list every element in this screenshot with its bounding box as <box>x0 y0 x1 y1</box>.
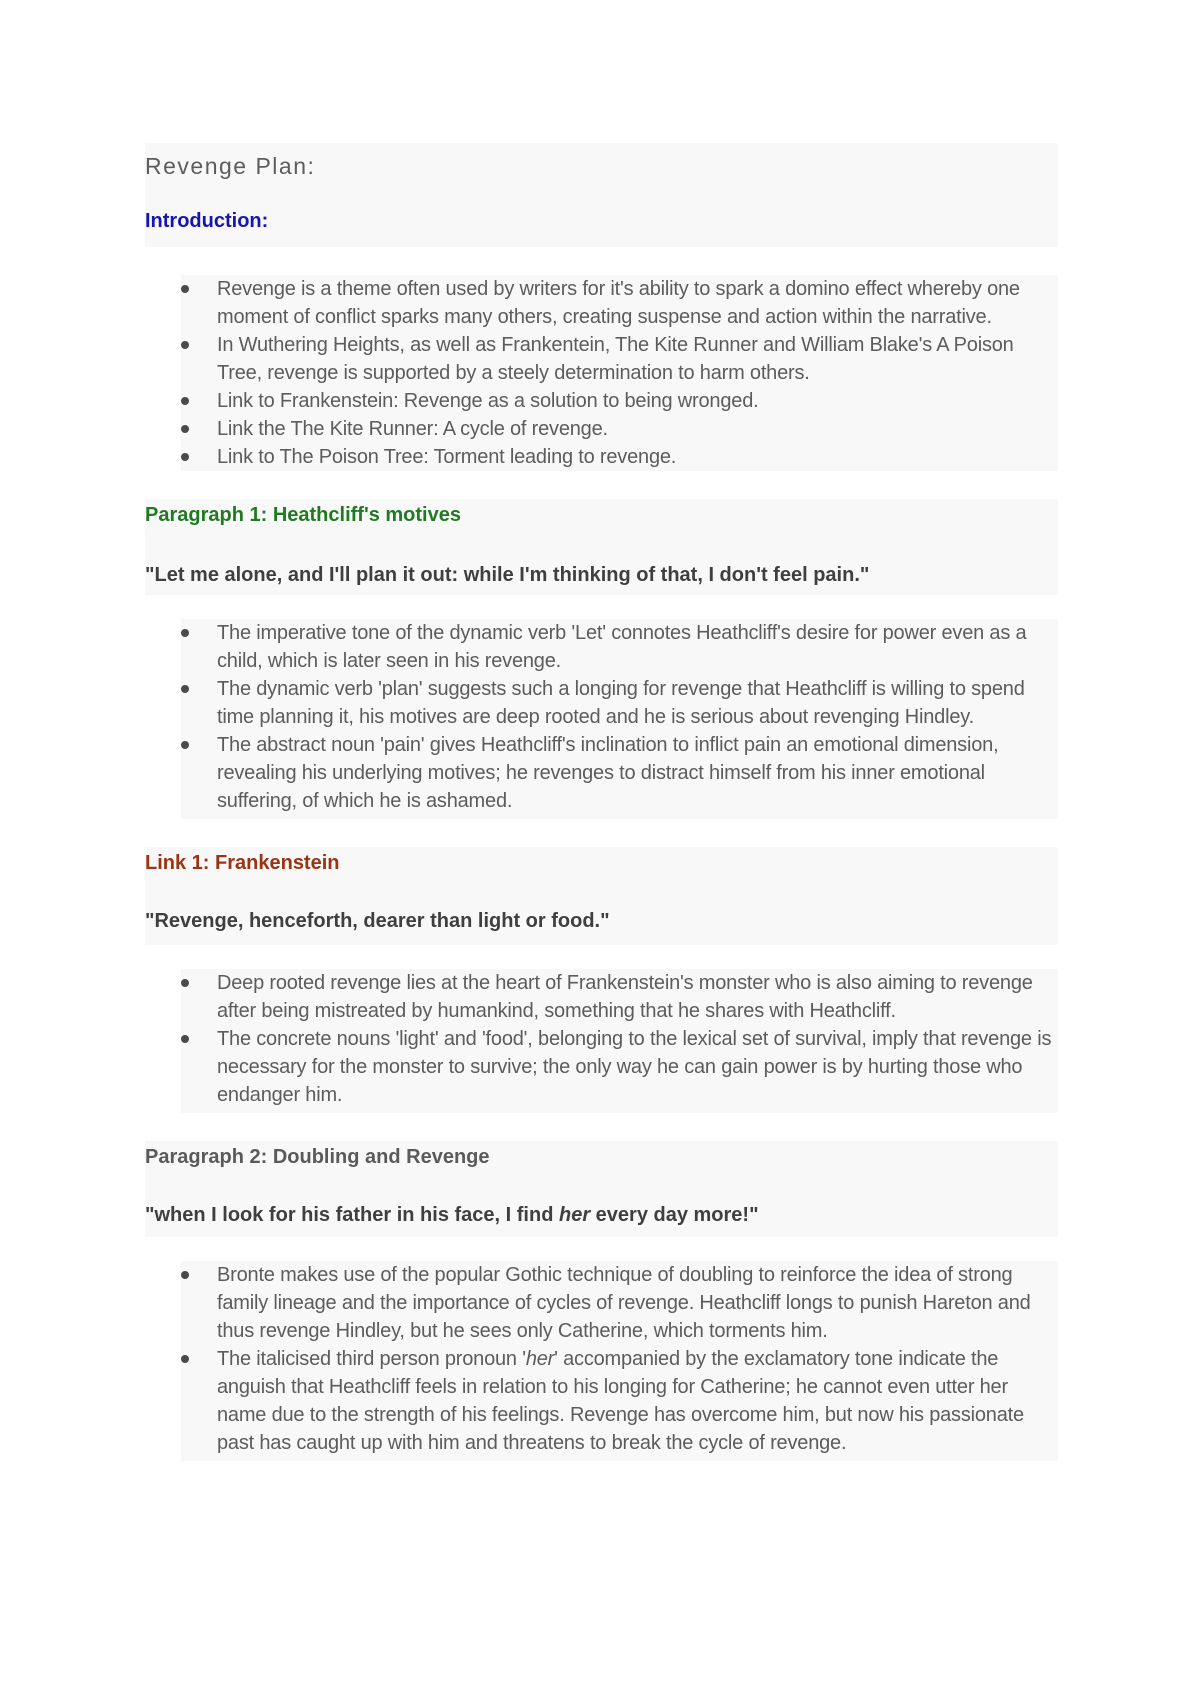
bullet-icon <box>181 741 189 749</box>
list-item: Link to Frankenstein: Revenge as a solution to being wronged. <box>181 387 1058 415</box>
bullet-icon <box>181 979 189 987</box>
list-item: In Wuthering Heights, as well as Frankentein, The Kite Runner and William Blake's A Poison Tree, revenge is supported by a steely determination to harm others. <box>181 331 1058 387</box>
document-page <box>145 143 1058 1461</box>
paragraph2-heading: Paragraph 2: Doubling and Revenge <box>145 1146 490 1168</box>
bullet-icon <box>181 285 189 293</box>
list-item: The abstract noun 'pain' gives Heathcliff's inclination to inflict pain an emotional dimension, revealing his underlying motives; he revenges to distract himself from his inner emotional suffering, of which he is ashamed. <box>181 731 1058 819</box>
list-item: The concrete nouns 'light' and 'food', belonging to the lexical set of survival, imply that revenge is necessary for the monster to survive; the only way he can gain power is by hurting those who endanger him. <box>181 1025 1058 1113</box>
paragraph2-header-block <box>145 1141 1058 1237</box>
list-item: Link to The Poison Tree: Torment leading to revenge. <box>181 443 1058 471</box>
link1-header-block <box>145 847 1058 945</box>
bullet-icon <box>181 1271 189 1279</box>
list-item: Revenge is a theme often used by writers for it's ability to spark a domino effect whereby one moment of conflict sparks many others, creating suspense and action within the narrative. <box>181 275 1058 331</box>
bullet-icon <box>181 425 189 433</box>
list-item: Deep rooted revenge lies at the heart of Frankenstein's monster who is also aiming to revenge after being mistreated by humankind, something that he shares with Heathcliff. <box>181 969 1058 1025</box>
paragraph1-quote: "Let me alone, and I'll plan it out: while I'm thinking of that, I don't feel pain." <box>145 564 870 586</box>
list-item: The dynamic verb 'plan' suggests such a longing for revenge that Heathcliff is willing to spend time planning it, his motives are deep rooted and he is serious about revenging Hindley. <box>181 675 1058 731</box>
link1-quote: "Revenge, henceforth, dearer than light or food." <box>145 910 610 932</box>
introduction-list <box>145 275 1058 471</box>
title-block <box>145 143 1058 247</box>
list-item: Link the The Kite Runner: A cycle of revenge. <box>181 415 1058 443</box>
link1-heading: Link 1: Frankenstein <box>145 852 340 874</box>
bullet-icon <box>181 685 189 693</box>
link1-list <box>145 969 1058 1113</box>
bullet-icon <box>181 397 189 405</box>
paragraph2-list <box>145 1261 1058 1461</box>
paragraph1-header-block <box>145 499 1058 595</box>
list-item: The imperative tone of the dynamic verb 'Let' connotes Heathcliff's desire for power even as a child, which is later seen in his revenge. <box>181 619 1058 675</box>
bullet-icon <box>181 453 189 461</box>
paragraph1-list <box>145 619 1058 819</box>
bullet-icon <box>181 1035 189 1043</box>
introduction-heading: Introduction: <box>145 210 269 232</box>
list-item: The italicised third person pronoun 'her' accompanied by the exclamatory tone indicate the anguish that Heathcliff feels in relation to his longing for Catherine; he cannot even utter her name due to the strength of his feelings. Revenge has overcome him, but now his passionate past has caught up with him and threatens to break the cycle of revenge. <box>181 1345 1058 1461</box>
paragraph2-quote: "when I look for his father in his face, I find her every day more!" <box>145 1204 759 1226</box>
bullet-icon <box>181 1355 189 1363</box>
list-item: Bronte makes use of the popular Gothic technique of doubling to reinforce the idea of strong family lineage and the importance of cycles of revenge. Heathcliff longs to punish Hareton and thus revenge Hindley, but he sees only Catherine, which torments him. <box>181 1261 1058 1345</box>
paragraph1-heading: Paragraph 1: Heathcliff's motives <box>145 504 461 526</box>
bullet-icon <box>181 341 189 349</box>
document-title: Revenge Plan: <box>145 153 316 179</box>
bullet-icon <box>181 629 189 637</box>
